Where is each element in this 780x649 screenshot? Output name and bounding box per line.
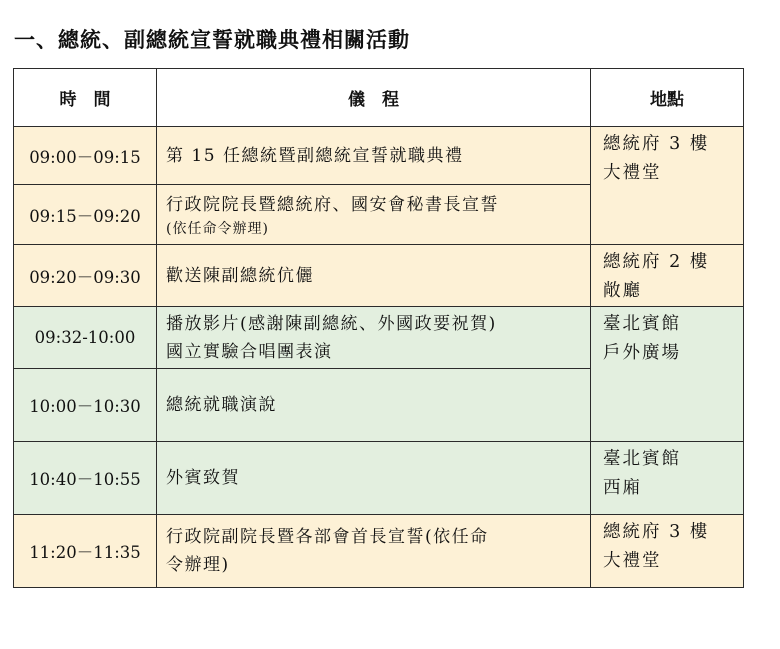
location-cell xyxy=(591,245,744,307)
location-line2: 大禮堂 xyxy=(603,163,662,183)
activity-cell xyxy=(157,127,591,185)
location-cell xyxy=(591,442,744,515)
time-cell: 09:20－09:30 xyxy=(14,245,157,307)
location-line1: 總統府 3 樓 xyxy=(603,522,710,542)
activity-text: 行政院院長暨總統府、國安會秘書長宣誓 xyxy=(166,194,499,215)
activity-text-line2: 令辦理) xyxy=(166,555,230,575)
activity-cell xyxy=(157,245,591,307)
table-row xyxy=(14,307,744,369)
location-line1: 總統府 2 樓 xyxy=(603,252,710,272)
activity-text: 外賓致賀 xyxy=(166,468,240,488)
location-cell xyxy=(591,127,744,245)
table-row xyxy=(14,442,744,515)
activity-note: (依任命令辦理) xyxy=(166,220,269,237)
table-row xyxy=(14,127,744,185)
location-line2: 西廂 xyxy=(603,478,642,498)
location-line2: 大禮堂 xyxy=(603,551,662,571)
activity-cell xyxy=(157,185,591,245)
activity-text: 第 15 任總統暨副總統宣誓就職典禮 xyxy=(166,145,464,166)
time-cell: 10:40－10:55 xyxy=(14,442,157,515)
section-title: 一、總統、副總統宣誓就職典禮相關活動 xyxy=(14,28,410,52)
activity-text: 播放影片(感謝陳副總統、外國政要祝賀) xyxy=(166,313,497,334)
time-cell: 10:00－10:30 xyxy=(14,369,157,442)
activity-cell xyxy=(157,515,591,588)
location-line2: 戶外廣場 xyxy=(603,343,681,363)
activity-cell xyxy=(157,442,591,515)
location-line2: 敞廳 xyxy=(603,281,642,301)
table-row xyxy=(14,515,744,588)
header-agenda: 儀 程 xyxy=(157,69,591,127)
activity-text: 總統就職演說 xyxy=(166,395,277,415)
header-time: 時 間 xyxy=(14,69,157,127)
location-line1: 總統府 3 樓 xyxy=(603,134,710,154)
activity-text: 歡送陳副總統伉儷 xyxy=(166,265,314,286)
table-row xyxy=(14,245,744,307)
activity-cell xyxy=(157,307,591,369)
time-cell: 09:15－09:20 xyxy=(14,185,157,245)
header-row xyxy=(14,69,744,127)
schedule-table xyxy=(13,68,744,588)
time-cell: 09:00－09:15 xyxy=(14,127,157,185)
activity-cell xyxy=(157,369,591,442)
header-location: 地點 xyxy=(591,69,744,127)
location-cell xyxy=(591,515,744,588)
activity-text: 行政院副院長暨各部會首長宣誓(依任命 xyxy=(166,527,489,547)
location-cell xyxy=(591,307,744,442)
time-cell: 09:32-10:00 xyxy=(14,307,157,369)
activity-text-line2: 國立實驗合唱團表演 xyxy=(166,341,333,362)
location-line1: 臺北賓館 xyxy=(603,314,681,334)
time-cell: 11:20－11:35 xyxy=(14,515,157,588)
location-line1: 臺北賓館 xyxy=(603,449,681,469)
